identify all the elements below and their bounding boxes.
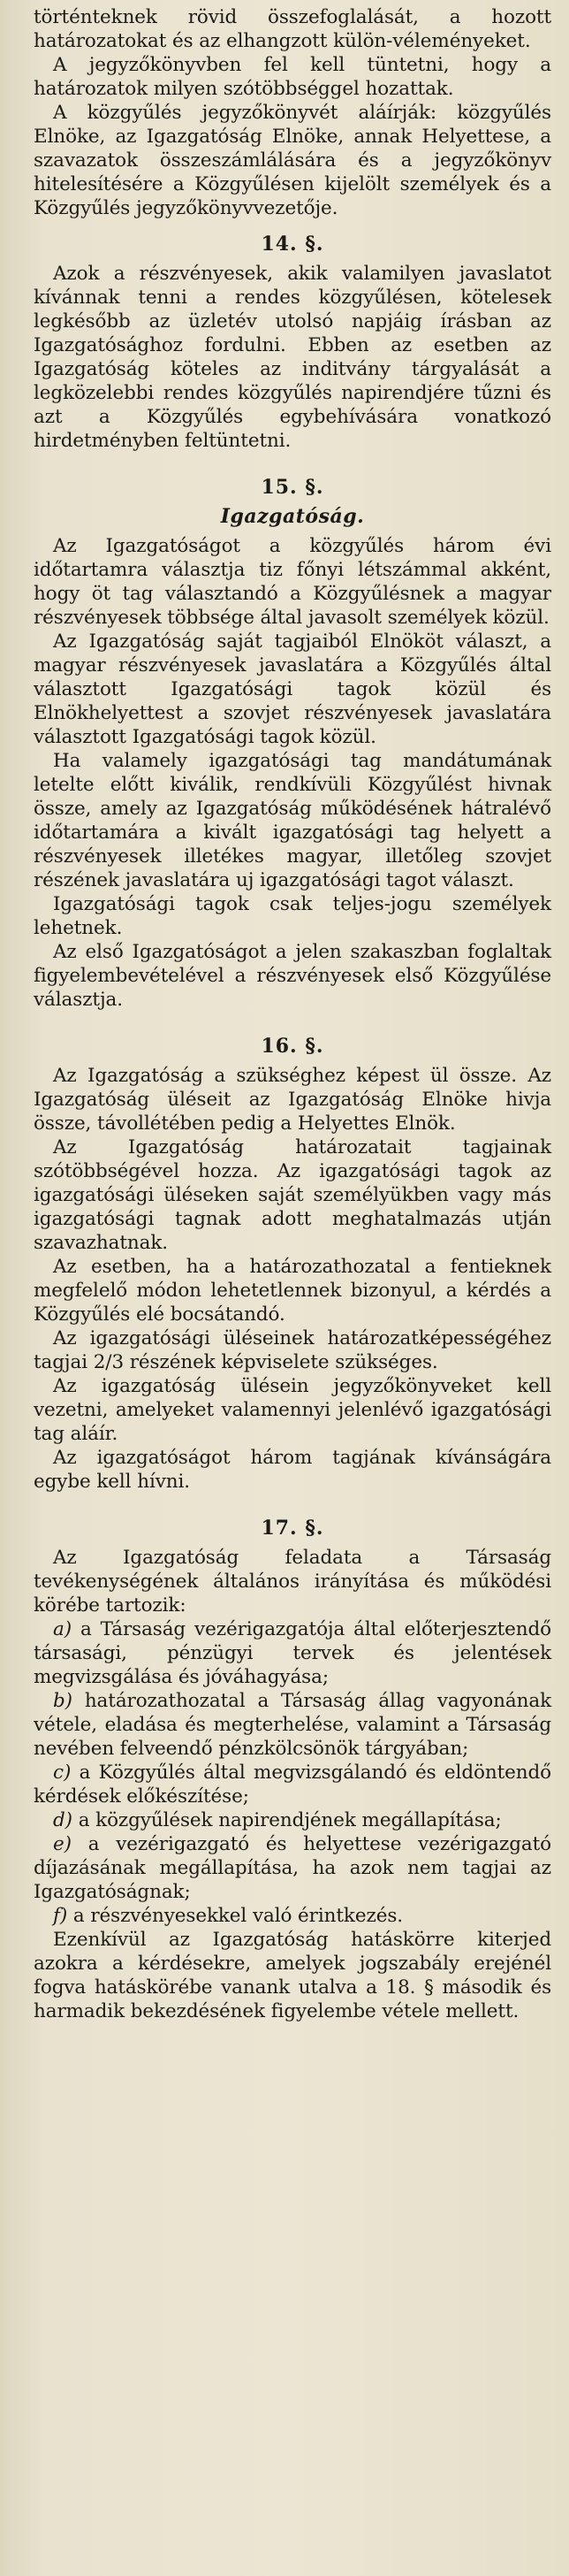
list-item [34,1617,551,1689]
paragraph: Az Igazgatóság feladata a Társaság tevékenységének általános irányítása és működési körébe tartozik: [34,1547,551,1617]
paragraph: A jegyzőkönyvben fel kell tüntetni, hogy a határozatok milyen szótöbbséggel hozattak. [34,54,551,100]
paragraph: Az esetben, ha a határozathozatal a fentieknek megfelelő módon lehetetlennek bizonyul, a kérdés a Közgyűlés elé bocsátandó. [34,1256,551,1326]
list-item [34,1689,551,1761]
paragraph: történteknek rövid összefoglalását, a hozott határozatokat és az elhangzott külön-véleményeket. [34,6,551,52]
paragraph: Az első Igazgatóságot a jelen szakaszban foglaltak figyelembevételével a részvényesek első Közgyűlése választja. [34,941,551,1011]
list-item-letter: d) [53,1809,72,1831]
list-item [34,1761,551,1808]
list-item-text: határozathozatal a Társaság állag vagyonának vétele, eladása és megterhelése, valamint a Társaság nevében felveendő pénzkölcsönök tárgyában; [34,1690,552,1760]
paragraph: Az Igazgatóság a szükséghez képest ül össze. Az Igazgatóság üléseit az Igazgatóság Elnöke hivja össze, távollétében pedig a Helyettes Elnök. [34,1065,551,1135]
list-item [34,1808,551,1832]
list-item [34,1832,551,1904]
list-item [34,1904,551,1928]
section-heading-17: 17. §. [261,1517,324,1540]
paragraph: Az Igazgatóság saját tagjaiból Elnököt választ, a magyar részvényesek javaslatára a Közgyűlés által választott Igazgatósági tagok közül és Elnökhelyettest a szovjet részvényesek javaslatára választott Igazgatósági tagok közül. [34,631,551,748]
list-item-letter: f) [53,1905,68,1927]
list-item-text: a Társaság vezérigazgatója által előterjesztendő társasági, pénzügyi tervek és jelentések megvizsgálása és jóváhagyása; [34,1618,551,1688]
paragraph: Az Igazgatóságot a közgyűlés három évi időtartamra választja tiz főnyi létszámmal akként, hogy öt tag választandó a Közgyűlésnek a magyar részvényesek többsége által javasolt személyek közül. [34,535,551,629]
section-heading-15: 15. §. [261,476,324,499]
paragraph: Az igazgatósági üléseinek határozatképességéhez tagjai 2/3 részének képviselete szükséges. [34,1327,551,1373]
list-item-text: a Közgyűlés által megvizsgálandó és eldöntendő kérdések előkészítése; [34,1762,551,1808]
paragraph: Az igazgatóságot három tagjának kívánságára egybe kell hívni. [34,1447,551,1493]
section-heading-16: 16. §. [261,1035,324,1058]
paragraph: Azok a részvényesek, akik valamilyen javaslatot kívánnak tenni a rendes közgyűlésen, kötelesek legkésőbb az üzletév utolsó napjáig írásban az Igazgatósághoz fordulni. Ebben az esetben az Igazgatóság köteles az inditvány tárgyalását a legközelebbi rendes közgyűlés napirendjére tűzni és azt a Közgyűlés egybehívására vonatkozó hirdetményben feltüntetni. [34,263,551,452]
paragraph: Az Igazgatóság határozatait tagjainak szótöbbségével hozza. Az igazgatósági tagok az igazgatósági üléseken saját személyükben vagy más igazgatósági tagnak adott meghatalmazás utján szavazhatnak. [34,1136,551,1254]
paragraph: Ha valamely igazgatósági tag mandátumának letelte előtt kiválik, rendkívüli Közgyűlést hivnak össze, amely az Igazgatóság működésének hátralévő időtartamára a kivált igazgatósági tag helyett a részvényesek illetékes magyar, illetőleg szovjet részének javaslatára uj igazgatósági tagot választ. [34,750,551,891]
list-item-letter: b) [53,1690,72,1712]
list-item-text: a vezérigazgató és helyettese vezérigazgató díjazásának megállapítása, ha azok nem tagjai az Igazgatóságnak; [34,1833,551,1903]
section-heading-14: 14. §. [261,233,324,256]
document-body [34,5,551,2023]
list-item-text: a közgyűlések napirendjének megállapítása; [78,1809,502,1831]
list-item-letter: e) [53,1833,72,1855]
paragraph: Az igazgatóság ülésein jegyzőkönyveket kell vezetni, amelyeket valamennyi jelenlévő igazgatósági tag aláír. [34,1375,551,1445]
section-subheading: Igazgatóság. [220,505,365,528]
list-item-letter: c) [53,1762,72,1784]
paragraph: Ezenkívül az Igazgatóság hatáskörre kiterjed azokra a kérdésekre, amelyek jogszabály erejénél fogva hatáskörébe vanank utalva a 18. § második és harmadik bekezdésének figyelembe vétele mellett. [34,1929,551,2022]
paragraph: Igazgatósági tagok csak teljes-jogu személyek lehetnek. [34,893,551,939]
list-item-letter: a) [53,1618,72,1640]
paragraph: A közgyűlés jegyzőkönyvét aláírják: közgyűlés Elnöke, az Igazgatóság Elnöke, annak Helyettese, a szavazatok összeszámlálására és a jegyzőkönyv hitelesítésére a Közgyűlésen kijelölt személyek és a Közgyűlés jegyzőkönyvvezetője. [34,102,551,219]
list-item-text: a részvényesekkel való érintkezés. [72,1905,403,1927]
